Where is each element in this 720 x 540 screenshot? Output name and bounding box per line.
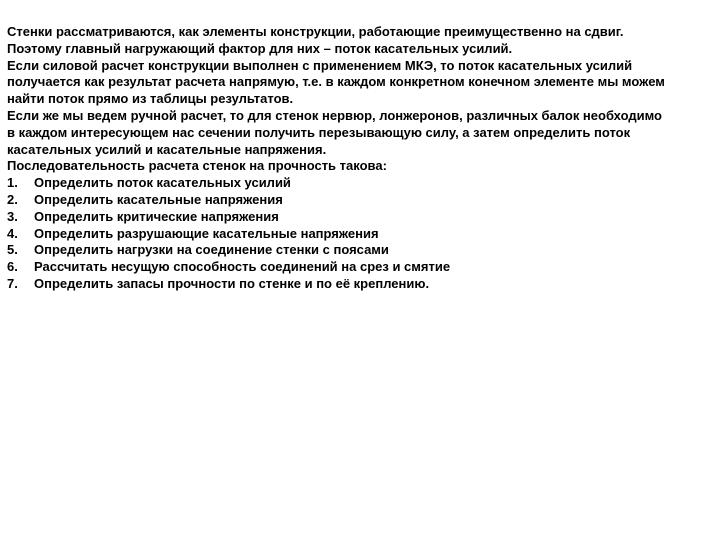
list-item-number: 6. (7, 259, 18, 275)
list-item (7, 175, 720, 192)
list-item-number: 1. (7, 175, 18, 191)
list-item-text: Определить запасы прочности по стенке и по её креплению. (34, 275, 430, 291)
text-line-5: найти поток прямо из таблицы результатов. (7, 91, 294, 107)
list-item-number: 4. (7, 225, 18, 241)
list-item (7, 276, 720, 293)
sequence-heading: Последовательность расчета стенок на прочность такова: (7, 158, 387, 174)
list-item (7, 242, 720, 259)
list-item-number: 5. (7, 242, 18, 258)
list-item-number: 2. (7, 191, 18, 207)
list-item-text: Рассчитать несущую способность соединений на срез и смятие (34, 259, 451, 275)
list-item-number: 3. (7, 208, 18, 224)
list-item-text: Определить поток касательных усилий (34, 175, 291, 191)
slide-text-body (7, 24, 720, 293)
list-item (7, 226, 720, 243)
list-item (7, 259, 720, 276)
list-item-text: Определить разрушающие касательные напряжения (34, 225, 379, 241)
list-item (7, 192, 720, 209)
text-line-4: получается как результат расчета напрямую, т.е. в каждом конкретном конечном элементе мы можем (7, 74, 665, 90)
text-line-8: касательных усилий и касательные напряжения. (7, 141, 327, 157)
list-item-text: Определить касательные напряжения (34, 191, 283, 207)
list-item-text: Определить нагрузки на соединение стенки с поясами (34, 242, 389, 258)
text-line-1: Стенки рассматриваются, как элементы конструкции, работающие преимущественно на сдвиг. (7, 24, 624, 39)
text-line-3: Если силовой расчет конструкции выполнен с применением МКЭ, то поток касательных усилий (7, 57, 633, 73)
text-line-2: Поэтому главный нагружающий фактор для них – поток касательных усилий. (7, 40, 513, 56)
text-line-6: Если же мы ведем ручной расчет, то для стенок нервюр, лонжеронов, различных балок необходимо (7, 107, 662, 123)
calculation-steps-list (7, 175, 720, 293)
list-item (7, 209, 720, 226)
list-item-text: Определить критические напряжения (34, 208, 279, 224)
text-line-7: в каждом интересующем нас сечении получить перезывающую силу, а затем определить поток (7, 124, 631, 140)
list-item-number: 7. (7, 275, 18, 291)
